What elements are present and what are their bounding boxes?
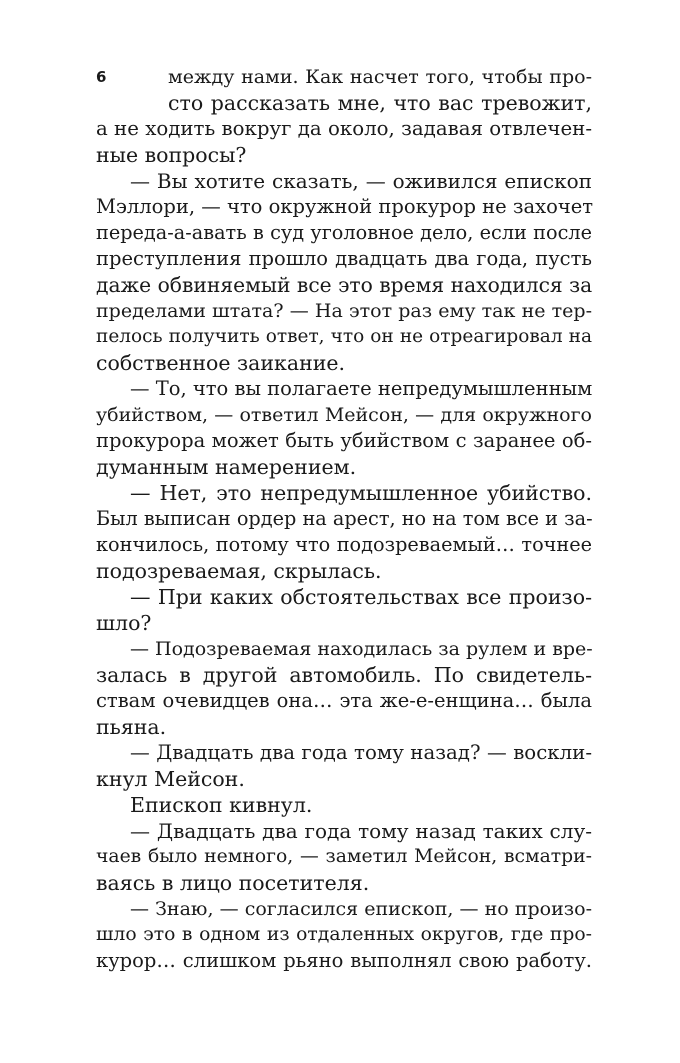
text-line: — Подозреваемая находилась за рулем и вре- [130, 638, 593, 660]
page-number: 6 [96, 68, 107, 86]
text-line: между нами. Как насчет того, чтобы про- [168, 66, 592, 88]
text-line: курор… слишком рьяно выполнял свою работу. [96, 949, 592, 972]
body-text [96, 64, 592, 974]
text-line: — Двадцать два года тому назад? — воскли- [130, 741, 592, 764]
text-line: — Вы хотите сказать, — оживился епископ [130, 169, 592, 193]
text-line: думанным намерением. [96, 455, 357, 479]
text-line: переда-а-авать в суд уголовное дело, если после [96, 221, 592, 244]
text-line: чаев было немного, — заметил Мейсон, всматри- [96, 846, 592, 867]
text-line: сто рассказать мне, что вас тревожит, [168, 91, 592, 115]
text-line: даже обвиняемый все это время находился за [96, 273, 593, 297]
text-line: пелось получить ответ, что он не отреагировал на [96, 326, 592, 347]
text-line: прокурора может быть убийством с заранее об- [96, 429, 592, 452]
text-line: Был выписан ордер на арест, но на том все и за- [96, 507, 593, 530]
text-line: Мэллори, — что окружной прокурор не захочет [96, 195, 594, 218]
text-line: собственное заикание. [96, 351, 346, 375]
text-line: преступления прошло двадцать два года, пусть [96, 247, 592, 270]
text-line: кнул Мейсон. [96, 767, 245, 791]
text-line: кончилось, потому что подозреваемый… точнее [96, 533, 592, 556]
text-line: — Двадцать два года тому назад таких слу- [130, 819, 592, 843]
text-line: — Знаю, — согласился епископ, — но произо- [130, 898, 592, 920]
text-line: Епископ кивнул. [130, 793, 313, 817]
text-line: подозреваемая, скрылась. [96, 559, 382, 583]
text-line: пределами штата? — На этот раз ему так не тер- [96, 300, 592, 322]
text-line: шло? [96, 611, 152, 635]
text-line: а не ходить вокруг да около, задавая отвлечен- [96, 117, 592, 140]
text-line: ваясь в лицо посетителя. [96, 871, 370, 895]
text-line: убийством, — ответил Мейсон, — для окружного [96, 404, 592, 426]
text-line: ствам очевидцев она… эта же-е-енщина… была [96, 689, 592, 712]
text-line: ные вопросы? [96, 143, 247, 167]
text-line: шло это в одном из отдаленных округов, где про- [96, 924, 592, 945]
text-line: залась в другой автомобиль. По свидетель- [96, 663, 592, 687]
text-line: — Нет, это непредумышленное убийство. [130, 481, 592, 505]
text-line: — То, что вы полагаете непредумышленным [130, 377, 593, 400]
text-line: пьяна. [96, 715, 167, 739]
text-line: — При каких обстоятельствах все произо- [130, 585, 592, 609]
